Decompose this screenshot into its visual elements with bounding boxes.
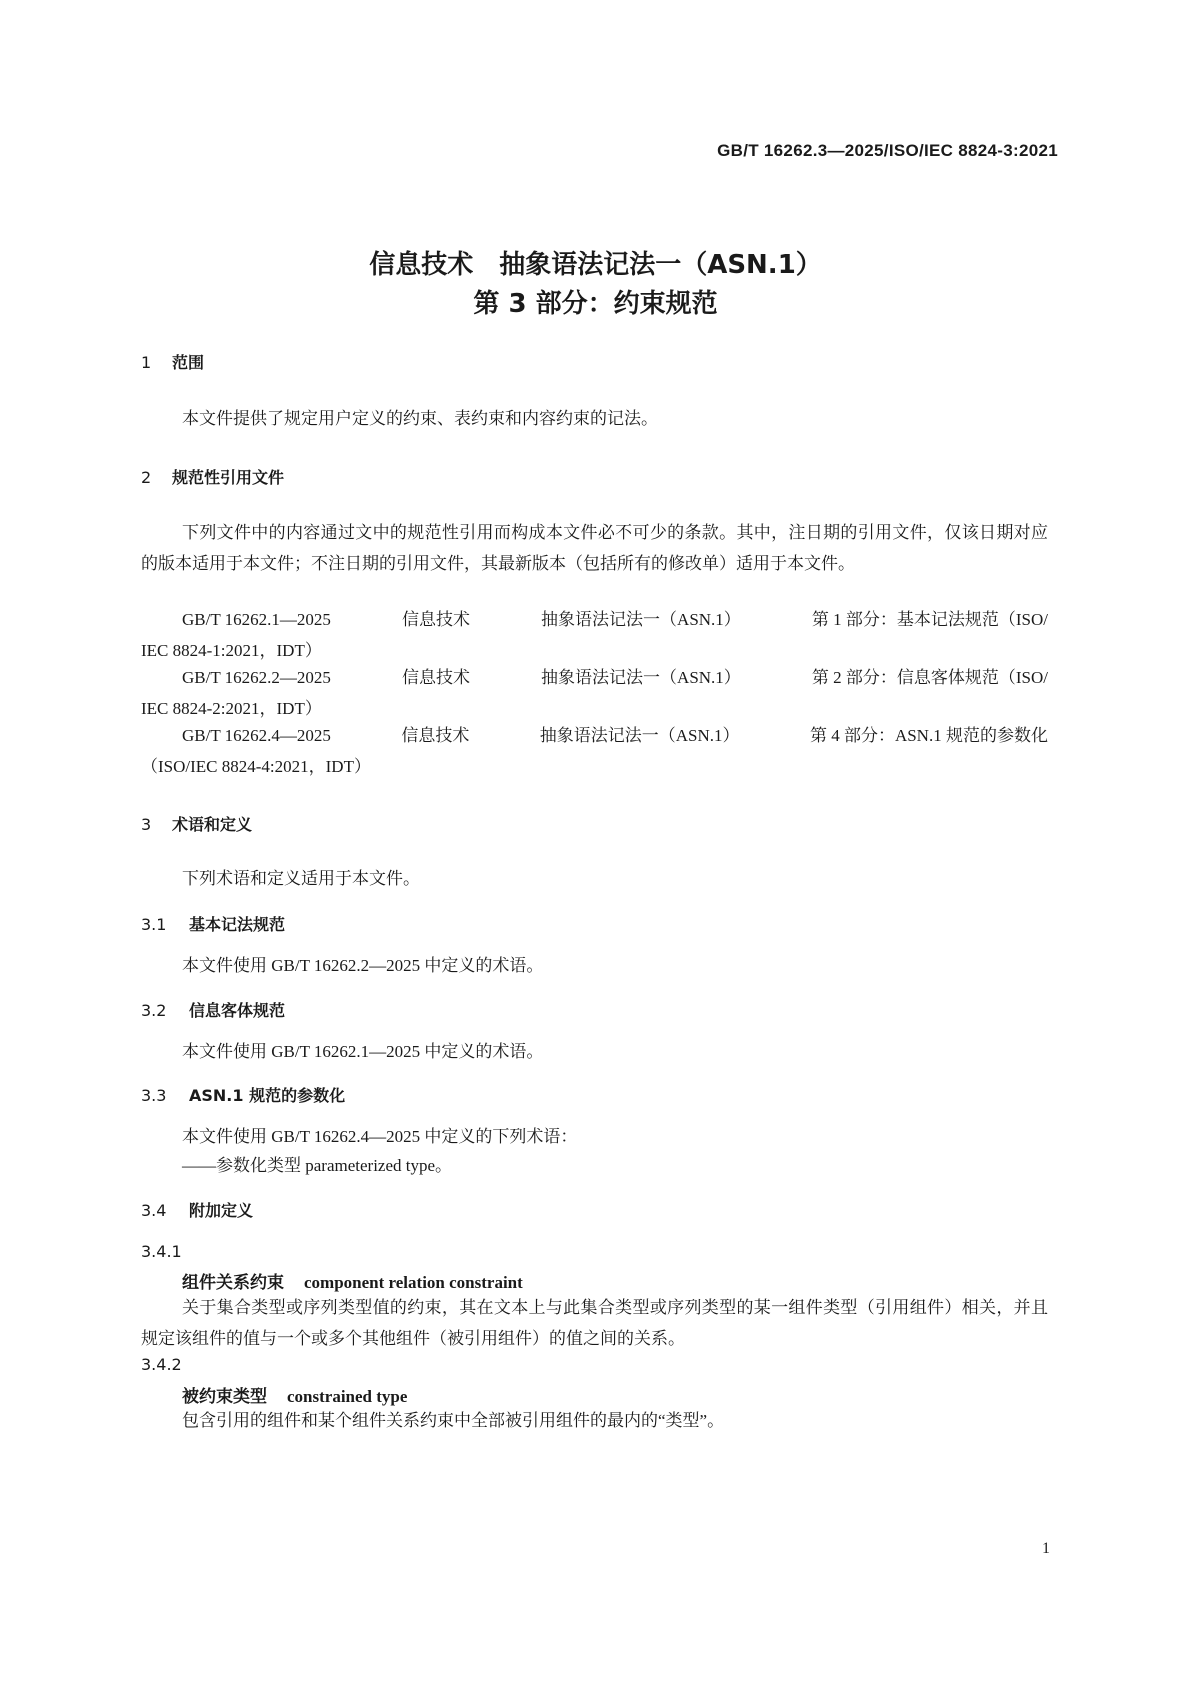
section-number: 3.4 (141, 1201, 167, 1220)
section-3-4-heading (141, 1198, 253, 1221)
section-1-heading (141, 350, 204, 373)
ref-code: GB/T 16262.1—2025 (182, 610, 331, 629)
ref-title-part2: 抽象语法记法一（ASN.1） (541, 610, 741, 629)
term-zh: 被约束类型 (182, 1387, 267, 1407)
ref-title-part1: 信息技术 (401, 610, 470, 629)
ref-title-part1: 信息技术 (401, 668, 470, 687)
term-3-4-2-number: 3.4.2 (141, 1355, 182, 1374)
ref-title-part3: 第 4 部分：ASN.1 规范的参数化 (809, 726, 1048, 745)
section-3-1-text: 本文件使用 GB/T 16262.2—2025 中定义的术语。 (182, 956, 544, 975)
section-1-text: 本文件提供了规定用户定义的约束、表约束和内容约束的记法。 (182, 409, 658, 428)
ref-continuation: （ISO/IEC 8824-4:2021，IDT） (141, 757, 371, 776)
term-en: constrained type (287, 1387, 408, 1406)
normative-reference-2 (141, 662, 1048, 724)
section-title: ASN.1 规范的参数化 (189, 1086, 346, 1105)
normative-reference-1 (141, 604, 1048, 666)
section-title: 范围 (172, 353, 205, 372)
section-3-2-text: 本文件使用 GB/T 16262.1—2025 中定义的术语。 (182, 1042, 544, 1061)
ref-code: GB/T 16262.2—2025 (182, 668, 331, 687)
section-2-intro: 下列文件中的内容通过文中的规范性引用而构成本文件必不可少的条款。其中，注日期的引用文件，仅该日期对应的版本适用于本文件；不注日期的引用文件，其最新版本（包括所有的修改单）适用于本文件。 (141, 523, 1048, 573)
term-3-4-2-definition: 包含引用的组件和某个组件关系约束中全部被引用组件的最内的“类型”。 (182, 1411, 725, 1430)
normative-reference-3 (141, 720, 1048, 782)
term-en: component relation constraint (304, 1273, 523, 1292)
ref-title-part3: 第 2 部分：信息客体规范（ISO/ (811, 668, 1048, 687)
section-3-2-heading (141, 998, 285, 1021)
term-3-4-1 (182, 1268, 523, 1293)
section-title: 规范性引用文件 (172, 468, 285, 487)
ref-title-part3: 第 1 部分：基本记法规范（ISO/ (811, 610, 1048, 629)
section-title: 附加定义 (189, 1201, 254, 1220)
term-3-4-1-definition: 关于集合类型或序列类型值的约束，其在文本上与此集合类型或序列类型的某一组件类型（引用组件）相关，并且规定该组件的值与一个或多个其他组件（被引用组件）的值之间的关系。 (141, 1298, 1048, 1348)
document-title-line2: 第 3 部分：约束规范 (473, 289, 718, 319)
ref-continuation: IEC 8824-1:2021，IDT） (141, 641, 322, 660)
section-title: 基本记法规范 (189, 915, 286, 934)
section-3-3-text: 本文件使用 GB/T 16262.4—2025 中定义的下列术语： (182, 1127, 578, 1146)
section-title: 信息客体规范 (189, 1001, 286, 1020)
ref-continuation: IEC 8824-2:2021，IDT） (141, 699, 322, 718)
section-number: 3 (141, 815, 152, 834)
section-title: 术语和定义 (172, 815, 253, 834)
section-number: 3.3 (141, 1086, 167, 1105)
document-title-line1: 信息技术 抽象语法记法一（ASN.1） (369, 250, 822, 280)
term-3-4-1-number: 3.4.1 (141, 1242, 182, 1261)
section-3-intro: 下列术语和定义适用于本文件。 (182, 869, 420, 888)
section-number: 1 (141, 353, 152, 372)
ref-title-part2: 抽象语法记法一（ASN.1） (539, 726, 740, 745)
ref-title-part1: 信息技术 (401, 726, 470, 745)
ref-code: GB/T 16262.4—2025 (182, 726, 331, 745)
section-number: 3.1 (141, 915, 167, 934)
term-zh: 组件关系约束 (182, 1273, 284, 1293)
section-number: 2 (141, 468, 152, 487)
section-3-1-heading (141, 912, 285, 935)
section-number: 3.2 (141, 1001, 167, 1020)
standard-code-header: GB/T 16262.3—2025/ISO/IEC 8824-3:2021 (717, 141, 1058, 160)
section-3-3-heading (141, 1083, 345, 1106)
page-number: 1 (1042, 1540, 1050, 1557)
section-3-3-list-item: ——参数化类型 parameterized type。 (182, 1156, 453, 1175)
section-2-heading (141, 465, 284, 488)
term-3-4-2 (182, 1382, 407, 1407)
ref-title-part2: 抽象语法记法一（ASN.1） (541, 668, 741, 687)
section-3-heading (141, 812, 252, 835)
